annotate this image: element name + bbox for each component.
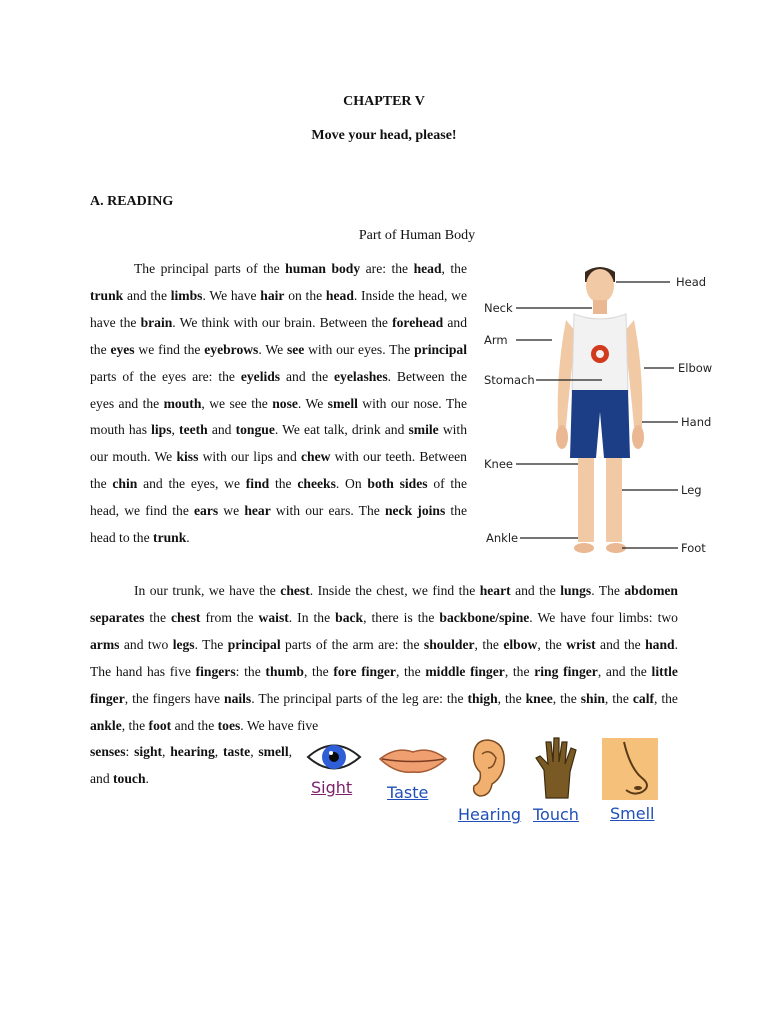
bold-term: hearing	[170, 744, 215, 759]
text-run: and two	[119, 636, 173, 652]
text-run: , the	[654, 690, 678, 706]
text-run: . In the	[288, 609, 336, 625]
text-run: The principal parts of the	[134, 261, 286, 276]
bold-term: smile	[408, 422, 439, 438]
text-run: the	[269, 476, 298, 492]
bold-term: lips	[151, 422, 172, 438]
text-run: , the	[604, 690, 633, 706]
text-run: and the	[171, 717, 218, 733]
text-run: and the eyes, we	[137, 476, 246, 492]
bold-term: lungs	[560, 583, 592, 598]
bold-term: backbone/spine	[439, 609, 530, 625]
bold-term: foot	[148, 717, 172, 733]
bold-term: fingers	[195, 663, 236, 679]
bold-term: trunk	[153, 530, 187, 546]
bold-term: elbow	[503, 636, 538, 652]
text-run: the head to the	[90, 503, 468, 546]
bold-term: chew	[301, 449, 331, 465]
bold-term: forehead	[392, 314, 444, 330]
bold-term: tongue	[235, 422, 275, 438]
bold-term: trunk	[90, 287, 124, 303]
label-leg: Leg	[681, 483, 702, 497]
bold-term: heart	[479, 583, 511, 598]
text-run: ,	[250, 744, 259, 759]
lips-icon	[378, 744, 448, 774]
text-run: we find the	[134, 341, 205, 357]
text-run: with our mouth. We	[90, 422, 467, 465]
text-run: , and the	[597, 663, 652, 679]
bold-term: little finger	[90, 663, 678, 706]
bold-term: legs	[172, 636, 195, 652]
sense-taste-label: Taste	[387, 783, 429, 802]
text-run: , the	[552, 690, 581, 706]
ear-icon	[468, 738, 508, 800]
bold-term: principal	[227, 636, 281, 652]
bold-term: chest	[171, 609, 201, 625]
bold-term: middle finger	[425, 663, 505, 679]
text-run: ,	[162, 744, 171, 759]
bold-term: neck joins	[384, 503, 446, 519]
text-run: . The principal parts of the leg are: the	[251, 690, 468, 706]
bold-term: chest	[280, 583, 310, 598]
reading-subtitle	[0, 228, 768, 244]
text-run: the	[144, 609, 172, 625]
text-run: , the	[497, 690, 526, 706]
bold-term: senses	[90, 744, 126, 759]
text-run: , the	[121, 717, 149, 733]
text-run: In our trunk, we have the	[134, 583, 281, 598]
text-run: and the	[90, 314, 467, 357]
paragraph-3	[90, 739, 292, 793]
bold-term: head	[325, 287, 354, 303]
section-heading: A. READING	[90, 194, 174, 209]
bold-term: see	[286, 341, 305, 357]
text-run: , the	[441, 261, 468, 276]
label-foot: Foot	[681, 541, 706, 555]
bold-term: waist	[258, 609, 289, 625]
text-run: and the	[510, 583, 561, 598]
bold-term: eyelids	[240, 368, 281, 384]
text-run: parts of the eyes are: the	[90, 368, 241, 384]
text-run: parts of the arm are: the	[280, 636, 424, 652]
bold-term: hear	[244, 503, 271, 519]
label-head: Head	[676, 275, 707, 289]
text-run: with our nose. The mouth has	[90, 395, 467, 438]
label-neck: Neck	[484, 301, 513, 315]
text-run: on the	[284, 287, 326, 303]
bold-term: sight	[134, 744, 163, 759]
bold-term: eyebrows	[204, 341, 259, 357]
bold-term: ears	[194, 503, 219, 519]
bold-term: chin	[112, 476, 138, 492]
bold-term: teeth	[179, 422, 208, 438]
bold-term: wrist	[566, 636, 596, 652]
text-run: : the	[235, 663, 266, 679]
bold-term: back	[335, 609, 364, 625]
bold-term: smell	[258, 744, 289, 759]
text-run: . We	[297, 395, 328, 411]
text-run: , there is the	[363, 609, 440, 625]
sense-touch-label: Touch	[533, 805, 579, 824]
bold-term: ankle	[90, 717, 122, 733]
bold-term: brain	[140, 314, 173, 330]
sense-sight-label: Sight	[311, 778, 353, 797]
paragraph-1	[90, 256, 467, 552]
bold-term: touch	[113, 770, 146, 786]
text-run: with our teeth. Between the	[90, 449, 467, 492]
text-run: . We eat talk, drink and	[274, 422, 409, 438]
text-run: with our eyes. The	[304, 341, 415, 357]
text-run: are: the	[360, 261, 414, 276]
bold-term: thigh	[467, 690, 498, 706]
text-run: , and	[90, 744, 292, 786]
bold-term: thumb	[265, 663, 304, 679]
hand-icon	[534, 736, 580, 800]
label-ankle: Ankle	[486, 531, 519, 545]
text-run: . We have	[202, 287, 261, 303]
text-run: and the	[595, 636, 646, 652]
text-run: of the head, we find the	[90, 476, 468, 519]
human-body-figure	[482, 262, 722, 562]
bold-term: principal	[414, 341, 467, 357]
bold-term: shoulder	[423, 636, 475, 652]
bold-term: hand	[645, 636, 675, 652]
bold-term: nose	[272, 395, 298, 411]
text-run: . We think with our brain. Between the	[172, 314, 393, 330]
body-illustration	[556, 267, 644, 553]
text-run: , the	[537, 636, 567, 652]
text-run: . We have five	[240, 717, 319, 733]
text-run: . On	[335, 476, 368, 492]
bold-term: find	[245, 476, 270, 492]
text-run: . The	[194, 636, 228, 652]
bold-term: abdomen separates	[90, 583, 678, 625]
bold-term: smell	[327, 395, 358, 411]
bold-term: knee	[525, 690, 553, 706]
reading-subtitle-text: Part of Human Body	[358, 228, 476, 243]
text-run: .	[186, 530, 190, 546]
text-run: and the	[280, 368, 335, 384]
paragraph-2	[90, 578, 678, 739]
bold-term: ring finger	[534, 663, 598, 679]
bold-term: shin	[580, 690, 605, 706]
text-run: .	[145, 770, 149, 786]
bold-term: eyelashes	[334, 368, 388, 384]
text-run: , we see the	[201, 395, 273, 411]
bold-term: human body	[285, 261, 361, 276]
bold-term: eyes	[110, 341, 135, 357]
bold-term: nails	[224, 690, 252, 706]
text-run: . Inside the chest, we find the	[309, 583, 480, 598]
nose-icon	[602, 738, 658, 800]
label-knee: Knee	[484, 457, 513, 471]
text-run: and	[207, 422, 236, 438]
text-run: ,	[214, 744, 223, 759]
text-run: . We	[258, 341, 287, 357]
label-elbow: Elbow	[678, 361, 713, 375]
label-hand: Hand	[681, 415, 712, 429]
chapter-title: Move your head, please!	[311, 128, 457, 143]
text-run: and the	[123, 287, 171, 303]
bold-term: kiss	[176, 449, 199, 465]
bold-term: limbs	[170, 287, 203, 303]
text-run: . We have four limbs: two	[529, 609, 678, 625]
text-run: with our lips and	[198, 449, 301, 465]
bold-term: calf	[632, 690, 654, 706]
bold-term: arms	[90, 636, 120, 652]
bold-term: taste	[223, 744, 251, 759]
bold-term: both sides	[367, 476, 428, 492]
text-run: :	[125, 744, 135, 759]
text-run: we	[218, 503, 245, 519]
label-arm: Arm	[484, 333, 508, 347]
chapter-heading: CHAPTER V	[343, 94, 425, 109]
text-run: . The hand has five	[90, 636, 678, 679]
eye-icon	[306, 736, 362, 778]
text-run: , the	[303, 663, 334, 679]
bold-term: toes	[217, 717, 241, 733]
text-run: , the	[474, 636, 504, 652]
bold-term: hair	[260, 287, 285, 303]
sense-hearing-label: Hearing	[458, 805, 521, 824]
bold-term: mouth	[163, 395, 202, 411]
text-run: from the	[200, 609, 259, 625]
bold-term: cheeks	[297, 476, 336, 492]
text-run: , the fingers have	[124, 690, 225, 706]
sense-smell-label: Smell	[610, 804, 655, 823]
text-run: , the	[504, 663, 535, 679]
text-run: . The	[591, 583, 625, 598]
text-run: with our ears. The	[270, 503, 385, 519]
label-stomach: Stomach	[484, 373, 535, 387]
bold-term: fore finger	[333, 663, 396, 679]
text-run: . Between the eyes and the	[90, 368, 467, 411]
text-run: , the	[395, 663, 426, 679]
text-run: ,	[171, 422, 180, 438]
bold-term: head	[413, 261, 442, 276]
text-run: . Inside the head, we have the	[90, 287, 467, 330]
